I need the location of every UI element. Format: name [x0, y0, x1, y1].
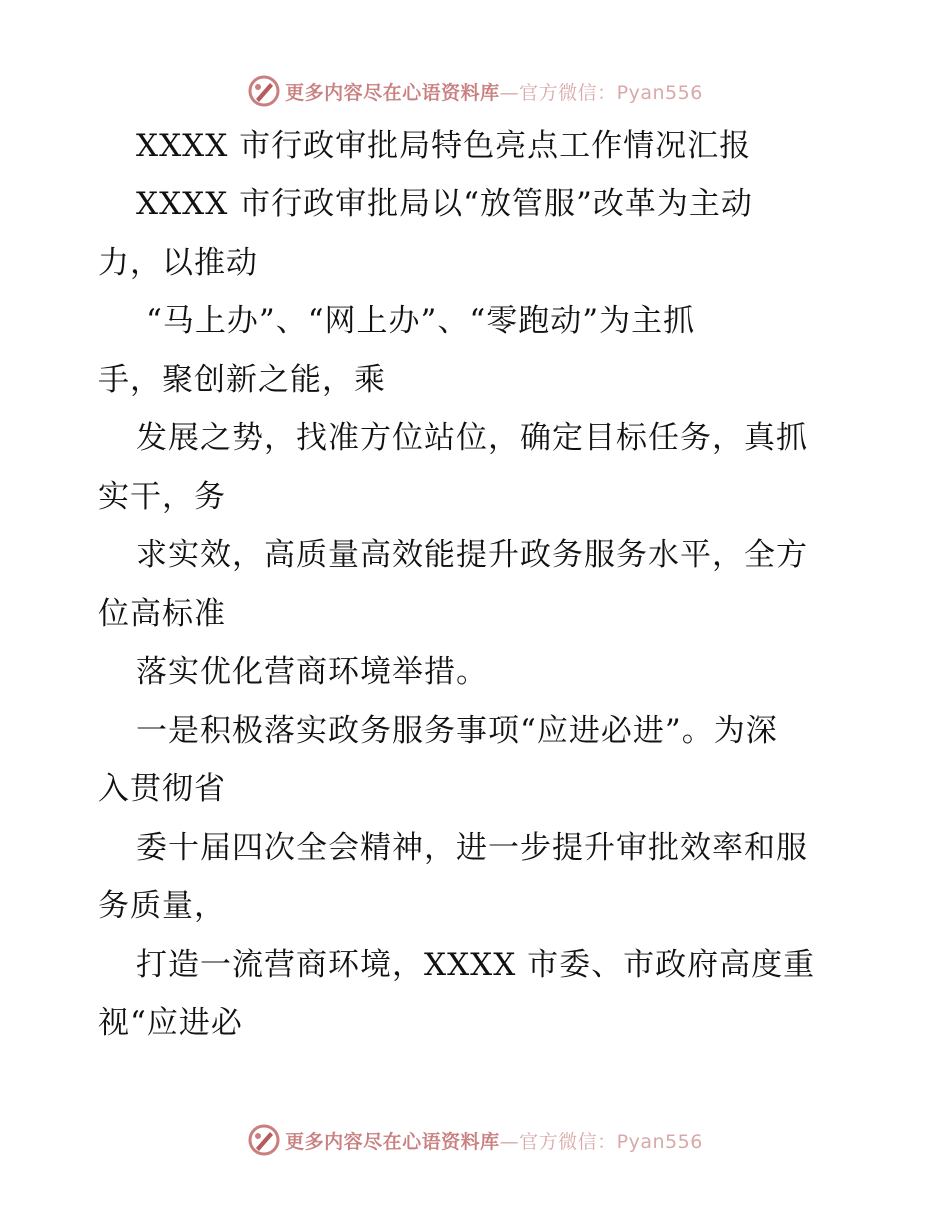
- watermark-text-tail: —官方微信：Pyan556: [499, 1130, 703, 1153]
- watermark-text-lead: 更多内容尽在心语资料库: [285, 81, 500, 104]
- paragraph-line: 手，聚创新之能，乘: [98, 362, 386, 398]
- paragraph-line: 委十届四次全会精神，进一步提升审批效率和服: [136, 830, 808, 866]
- paragraph-line: XXXX 市行政审批局以“放管服”改革为主动: [136, 186, 753, 222]
- paragraph-line: 视“应进必: [98, 1005, 243, 1041]
- document-title: XXXX 市行政审批局特色亮点工作情况汇报: [136, 128, 752, 164]
- paragraph-line: 入贯彻省: [98, 771, 226, 807]
- watermark-text-lead: 更多内容尽在心语资料库: [285, 1130, 500, 1153]
- watermark-text: [285, 78, 703, 105]
- paragraph-line: 落实优化营商环境举措。: [136, 654, 488, 690]
- paragraph-line: 务质量，: [98, 888, 226, 924]
- paragraph-line: 求实效，高质量高效能提升政务服务水平，全方: [136, 537, 808, 573]
- footer-watermark: [0, 1120, 950, 1160]
- paragraph-line: “马上办”、“网上办”、“零跑动”为主抓: [146, 303, 696, 339]
- watermark-text-tail: —官方微信：Pyan556: [499, 81, 703, 104]
- pen-logo-icon: [247, 1123, 281, 1157]
- pen-logo-icon: [247, 74, 281, 108]
- paragraph-line: 发展之势，找准方位站位，确定目标任务，真抓: [136, 420, 808, 456]
- header-watermark: [0, 71, 950, 111]
- paragraph-line: 打造一流营商环境，XXXX 市委、市政府高度重: [136, 947, 816, 983]
- watermark-text: [285, 1127, 703, 1154]
- paragraph-line: 一是积极落实政务服务事项“应进必进”。为深: [136, 713, 778, 749]
- paragraph-line: 实干，务: [98, 479, 226, 515]
- paragraph-line: 位高标准: [98, 596, 226, 632]
- paragraph-line: 力，以推动: [98, 245, 258, 281]
